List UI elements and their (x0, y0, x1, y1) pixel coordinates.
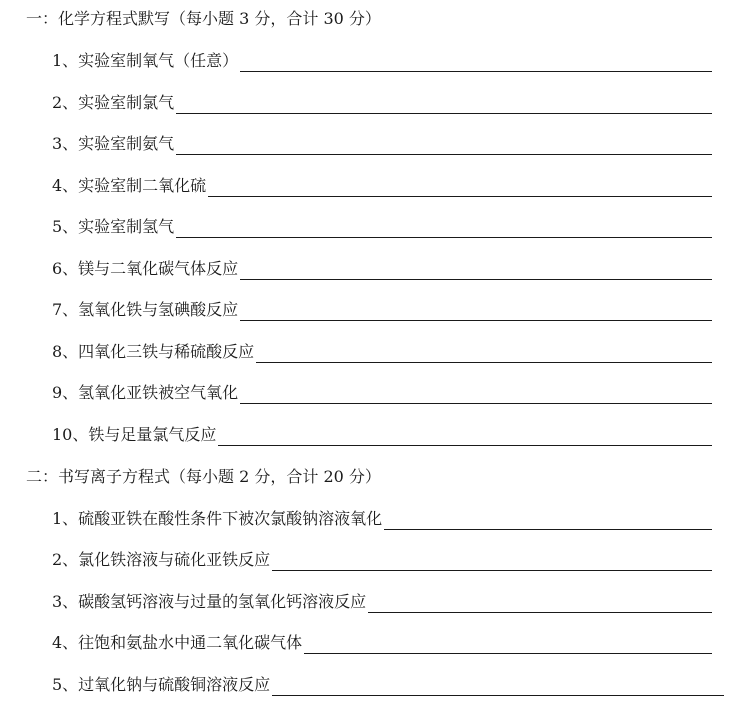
question-text: 4、往饱和氨盐水中通二氧化碳气体 (52, 633, 303, 652)
answer-line[interactable] (240, 53, 712, 72)
answer-line[interactable] (240, 385, 712, 404)
question-text: 5、实验室制氢气 (52, 217, 175, 236)
question-text: 1、实验室制氧气（任意） (52, 51, 239, 70)
answer-line[interactable] (176, 219, 712, 238)
answer-line[interactable] (218, 427, 712, 446)
answer-line[interactable] (176, 136, 712, 155)
s1-question-8 (52, 341, 712, 363)
question-text: 6、镁与二氧化碳气体反应 (52, 259, 239, 278)
answer-line[interactable] (368, 594, 712, 613)
answer-line[interactable] (384, 511, 712, 530)
answer-line[interactable] (304, 635, 712, 654)
answer-line[interactable] (256, 344, 712, 363)
s2-question-4 (52, 632, 712, 654)
section-2-title: 二：书写离子方程式（每小题 2 分，合计 20 分） (26, 467, 381, 486)
question-text: 1、硫酸亚铁在酸性条件下被次氯酸钠溶液氧化 (52, 509, 383, 528)
s2-question-2 (52, 549, 712, 571)
s2-question-3 (52, 591, 712, 613)
s1-question-5 (52, 216, 712, 238)
question-text: 2、氯化铁溶液与硫化亚铁反应 (52, 550, 271, 569)
s1-question-10 (52, 424, 712, 446)
question-text: 5、过氧化钠与硫酸铜溶液反应 (52, 675, 271, 694)
section-1-title: 一：化学方程式默写（每小题 3 分，合计 30 分） (26, 9, 381, 28)
s1-question-4 (52, 175, 712, 197)
question-text: 8、四氧化三铁与稀硫酸反应 (52, 342, 255, 361)
answer-line[interactable] (272, 552, 712, 571)
s1-question-6 (52, 258, 712, 280)
question-text: 9、氢氧化亚铁被空气氧化 (52, 383, 239, 402)
question-text: 10、铁与足量氯气反应 (52, 425, 217, 444)
question-text: 4、实验室制二氧化硫 (52, 176, 207, 195)
answer-line[interactable] (240, 302, 712, 321)
s1-question-2 (52, 92, 712, 114)
question-text: 3、实验室制氨气 (52, 134, 175, 153)
s1-question-1 (52, 50, 712, 72)
question-text: 7、氢氧化铁与氢碘酸反应 (52, 300, 239, 319)
s2-question-5 (52, 674, 724, 696)
s2-question-1 (52, 508, 712, 530)
answer-line[interactable] (272, 677, 724, 696)
answer-line[interactable] (240, 261, 712, 280)
s1-question-7 (52, 299, 712, 321)
s1-question-9 (52, 382, 712, 404)
answer-line[interactable] (176, 95, 712, 114)
s1-question-3 (52, 133, 712, 155)
answer-line[interactable] (208, 178, 712, 197)
question-text: 3、碳酸氢钙溶液与过量的氢氧化钙溶液反应 (52, 592, 367, 611)
question-text: 2、实验室制氯气 (52, 93, 175, 112)
